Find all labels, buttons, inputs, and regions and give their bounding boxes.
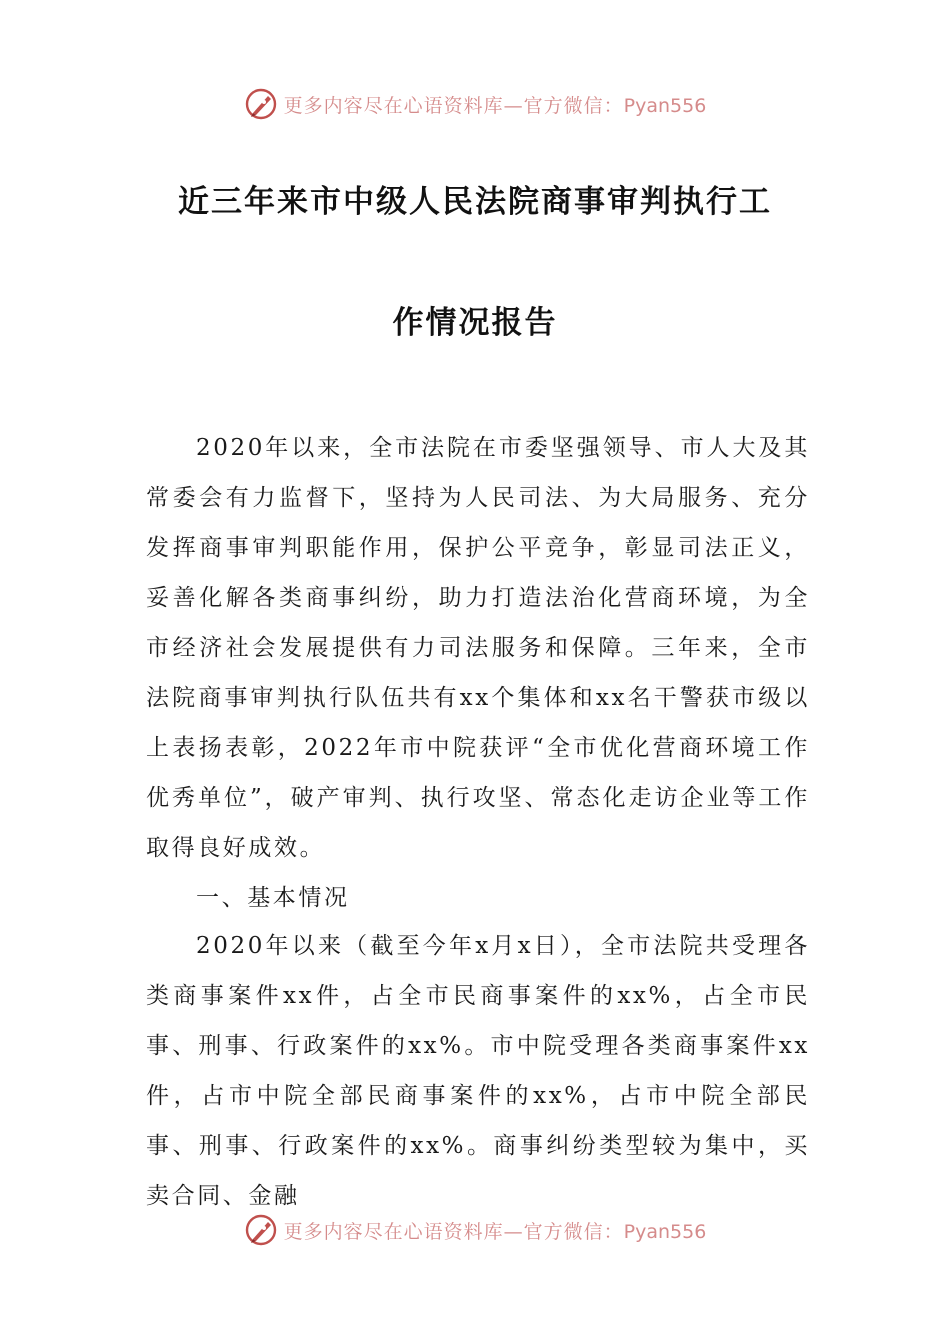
paragraph-intro: 2020年以来，全市法院在市委坚强领导、市人大及其常委会有力监督下，坚持为人民司法、为大局服务、充分发挥商事审判职能作用，保护公平竞争，彰显司法正义，妥善化解各类商事纠纷，助力打造法治化营商环境，为全市经济社会发展提供有力司法服务和保障。三年来，全市法院商事审判执行队伍共有xx个集体和xx名干警获市级以上表扬表彰，2022年市中院获评“全市优化营商环境工作优秀单位”，破产审判、执行攻坚、常态化走访企业等工作取得良好成效。 xyxy=(146,435,810,861)
pen-logo-icon xyxy=(244,87,278,121)
watermark-footer xyxy=(0,1210,950,1250)
watermark-header xyxy=(0,84,950,124)
pen-logo-icon xyxy=(244,1213,278,1247)
watermark-text: 更多内容尽在心语资料库—官方微信： xyxy=(283,1220,624,1243)
document-title-line-1: 近三年来市中级人民法院商事审判执行工 xyxy=(178,184,772,220)
paragraph-basic-situation: 2020年以来（截至今年x月x日），全市法院共受理各类商事案件xx件，占全市民商事案件的xx%，占全市民事、刑事、行政案件的xx%。市中院受理各类商事案件xx件，占市中院全部民商事案件的xx%，占市中院全部民事、刑事、行政案件的xx%。商事纠纷类型较为集中，买卖合同、金融 xyxy=(146,933,810,1209)
section-heading-basic-situation: 一、基本情况 xyxy=(196,885,350,911)
watermark-wechat-id: Pyan556 xyxy=(623,94,707,117)
document-title-line-2: 作情况报告 xyxy=(392,305,558,341)
watermark-text: 更多内容尽在心语资料库—官方微信： xyxy=(283,94,624,117)
watermark-wechat-id: Pyan556 xyxy=(623,1220,707,1243)
